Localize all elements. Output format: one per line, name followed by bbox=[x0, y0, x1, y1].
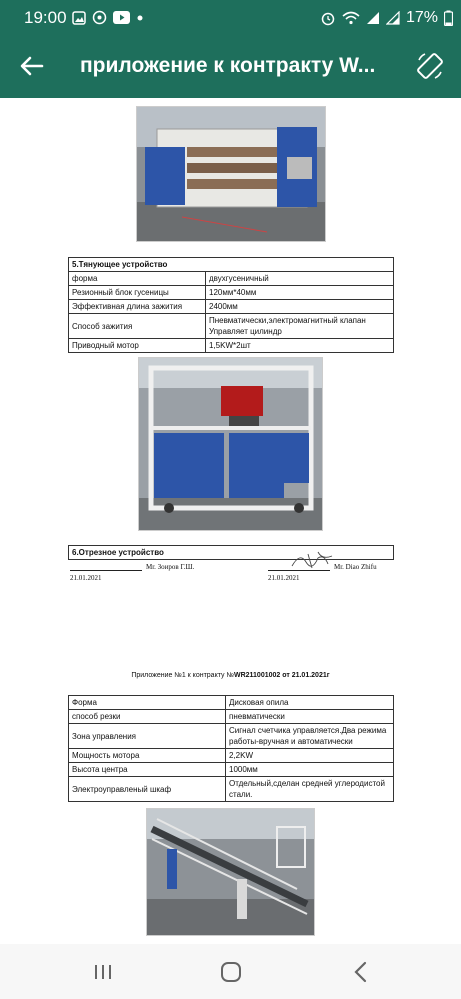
cutting-device-header-table bbox=[68, 545, 394, 560]
battery-text: 17% bbox=[405, 9, 438, 26]
table-row: способ резки пневматически bbox=[69, 710, 394, 724]
annex-title: Приложение №1 к контракту №WR211001002 от 21.01.2021г bbox=[131, 672, 330, 679]
pipe-line-photo bbox=[146, 808, 315, 936]
back-arrow-icon[interactable] bbox=[18, 52, 46, 80]
cutting-specs-table bbox=[68, 695, 394, 802]
right-signature-date: 21.01.2021 bbox=[268, 574, 300, 582]
table-row: Электроуправленый шкаф Отдельный,сделан средней углеродистой стали. bbox=[69, 777, 394, 802]
system-icons bbox=[320, 9, 453, 27]
pulling-machine-photo bbox=[136, 106, 326, 242]
table-row: Резионный блок гусеницы 120мм*40мм bbox=[69, 286, 394, 300]
left-signature-date: 21.01.2021 bbox=[70, 574, 102, 582]
battery-icon bbox=[444, 10, 453, 26]
handwritten-signature bbox=[288, 550, 338, 572]
table-row: Форма Дисковая опила bbox=[69, 696, 394, 710]
pulling-device-table bbox=[68, 257, 394, 353]
dot-icon bbox=[136, 14, 144, 22]
youtube-icon bbox=[113, 11, 130, 24]
status-bar bbox=[0, 0, 461, 36]
table-row: Приводный мотор 1,5KW*2шт bbox=[69, 339, 394, 353]
table-row: Мощность мотора 2,2KW bbox=[69, 749, 394, 763]
signal-icon bbox=[366, 11, 380, 25]
pulling-device-header: 5.Тянующее устройство bbox=[69, 258, 394, 272]
app-bar bbox=[0, 36, 461, 98]
gallery-icon bbox=[72, 11, 86, 25]
recent-apps-icon[interactable] bbox=[89, 958, 117, 986]
wifi-icon bbox=[342, 11, 360, 25]
notification-icons bbox=[72, 10, 144, 25]
left-signature-line bbox=[70, 570, 142, 571]
cutting-machine-photo bbox=[138, 357, 323, 531]
table-row: форма двухгусеничный bbox=[69, 272, 394, 286]
table-row: Эффективная длина зажития 2400мм bbox=[69, 300, 394, 314]
right-signature-line bbox=[268, 570, 330, 571]
navigation-bar bbox=[0, 944, 461, 999]
home-icon[interactable] bbox=[217, 958, 245, 986]
status-time: 19:00 bbox=[24, 8, 67, 27]
alarm-icon bbox=[320, 10, 336, 26]
whatsapp-icon bbox=[92, 10, 107, 25]
back-nav-icon[interactable] bbox=[347, 958, 375, 986]
page-title: приложение к контракту W... bbox=[80, 54, 376, 77]
table-row: Зона управления Сигнал счетчика управляется.Два режима работы-вручная и автоматически bbox=[69, 724, 394, 749]
left-signer-name: Mr. Зоиров Г.Ш. bbox=[146, 563, 195, 571]
right-signer-name: Mr. Diao Zhifu bbox=[334, 563, 377, 571]
signal-icon-2 bbox=[386, 11, 400, 25]
document-view[interactable] bbox=[0, 98, 461, 944]
table-row: Высота центра 1000мм bbox=[69, 763, 394, 777]
rotate-screen-icon[interactable] bbox=[415, 51, 445, 81]
cutting-device-header: 6.Отрезное устройство bbox=[69, 546, 394, 560]
table-row: Способ зажития Пневматически,электромагнитный клапан Управляет цилиндр bbox=[69, 314, 394, 339]
